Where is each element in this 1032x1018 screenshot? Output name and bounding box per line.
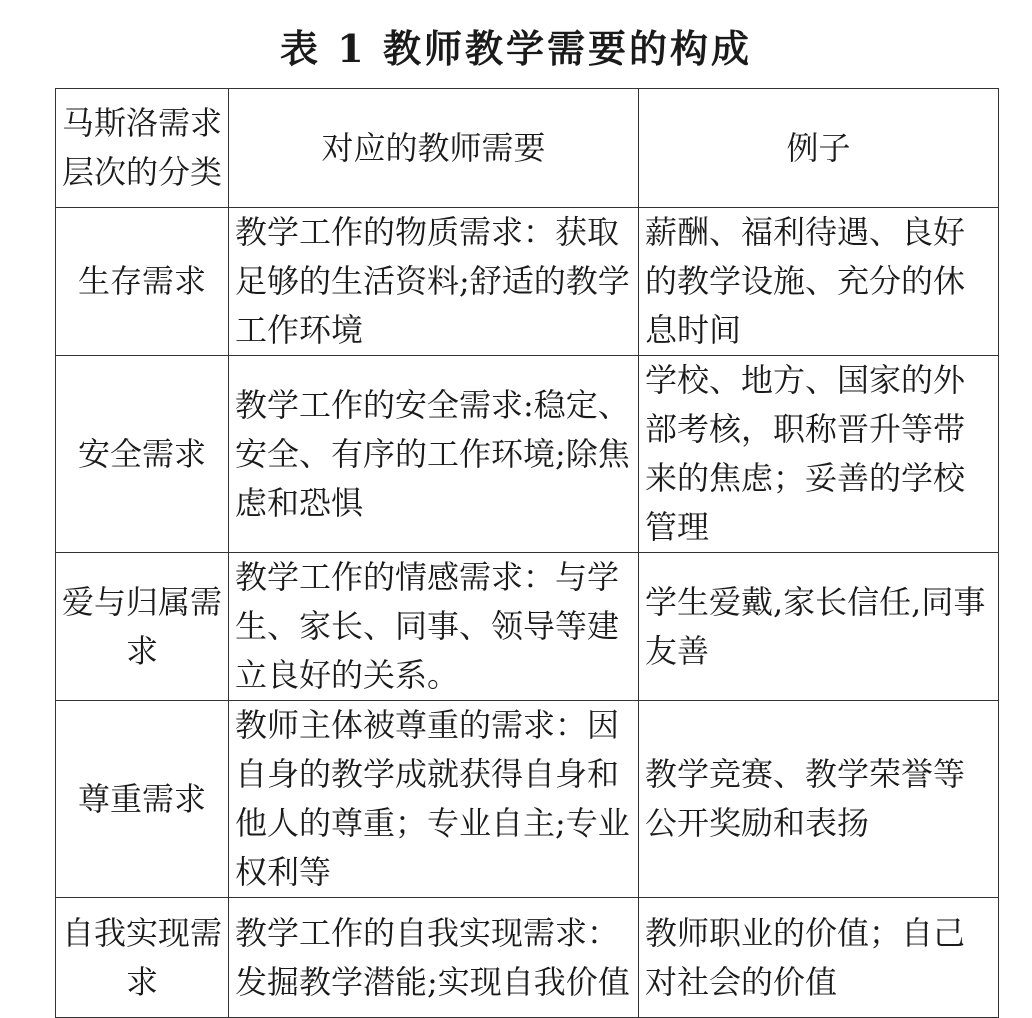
example-cell: 教师职业的价值；自己对社会的价值 (639, 898, 999, 1018)
example-cell: 学生爱戴,家长信任,同事友善 (639, 553, 999, 701)
need-cell: 教学工作的物质需求：获取足够的生活资料;舒适的教学工作环境 (229, 208, 639, 356)
table-title: 表 1 教师教学需要的构成 (280, 26, 752, 71)
need-cell: 教师主体被尊重的需求：因自身的教学成就获得自身和他人的尊重；专业自主;专业权利等 (229, 701, 639, 898)
category-cell: 尊重需求 (56, 701, 229, 898)
example-cell: 学校、地方、国家的外部考核，职称晋升等带来的焦虑；妥善的学校管理 (639, 356, 999, 553)
header-maslow-category: 马斯洛需求层次的分类 (56, 89, 229, 208)
category-cell: 自我实现需求 (56, 898, 229, 1018)
example-cell: 教学竞赛、教学荣誉等公开奖励和表扬 (639, 701, 999, 898)
need-cell: 教学工作的安全需求:稳定、安全、有序的工作环境;除焦虑和恐惧 (229, 356, 639, 553)
category-cell: 爱与归属需求 (56, 553, 229, 701)
table-row (56, 208, 999, 356)
example-cell: 薪酬、福利待遇、良好的教学设施、充分的休息时间 (639, 208, 999, 356)
table-header-row (56, 89, 999, 208)
table-row (56, 898, 999, 1018)
category-cell: 生存需求 (56, 208, 229, 356)
need-cell: 教学工作的自我实现需求：发掘教学潜能;实现自我价值 (229, 898, 639, 1018)
need-cell: 教学工作的情感需求：与学生、家长、同事、领导等建立良好的关系。 (229, 553, 639, 701)
header-example: 例子 (639, 89, 999, 208)
header-teacher-need: 对应的教师需要 (229, 89, 639, 208)
category-cell: 安全需求 (56, 356, 229, 553)
table-row (56, 701, 999, 898)
table-row (56, 553, 999, 701)
teacher-needs-table (55, 88, 999, 1018)
table-row (56, 356, 999, 553)
